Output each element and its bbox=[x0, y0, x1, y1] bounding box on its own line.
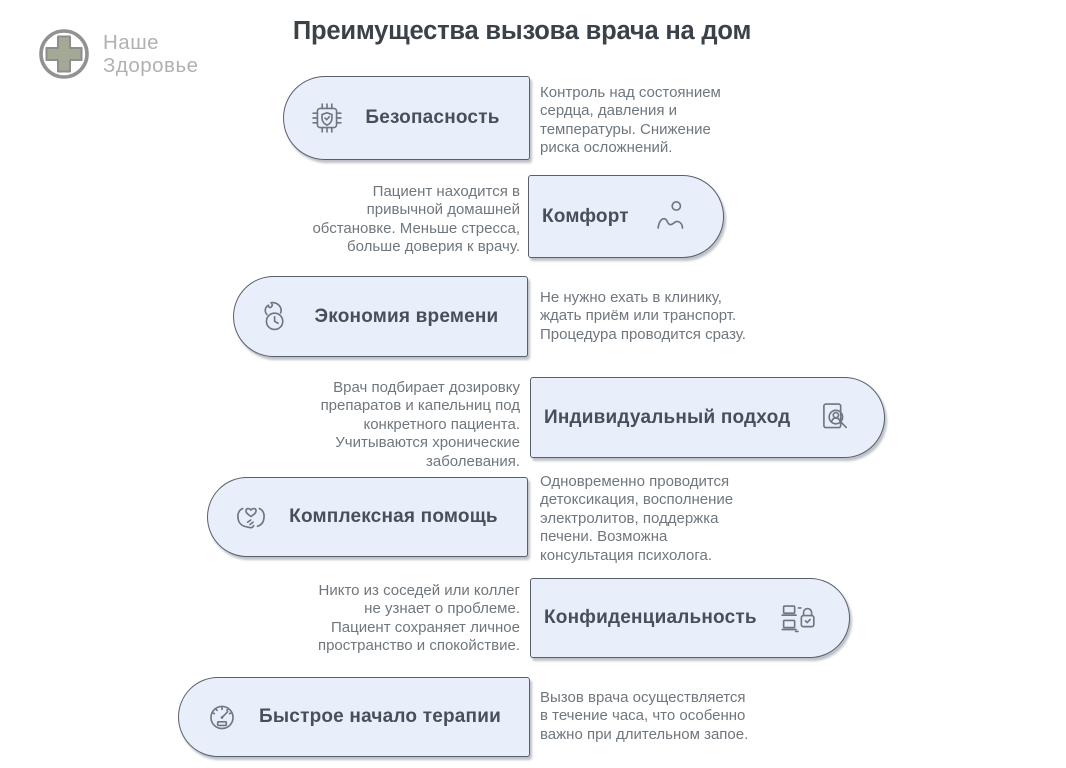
benefit-description: Врач подбирает дозировку препаратов и капельниц под конкретного пациента. Учитываются хронические заболевания. bbox=[320, 379, 520, 470]
benefit-title: Комплексная помощь bbox=[289, 506, 498, 527]
benefit-description: Не нужно ехать в клинику, ждать приём или транспорт. Процедура проводится сразу. bbox=[540, 289, 746, 343]
benefit-card bbox=[233, 276, 528, 357]
page-title: Преимущества вызова врача на дом bbox=[292, 17, 752, 45]
chip-shield-icon bbox=[304, 95, 350, 141]
benefit-card bbox=[530, 377, 885, 458]
benefit-title: Конфиденциальность bbox=[544, 607, 757, 628]
devices-lock-icon bbox=[775, 595, 821, 641]
logo-line-1: Наше bbox=[103, 30, 160, 54]
benefit-title: Экономия времени bbox=[314, 305, 499, 327]
benefit-title: Комфорт bbox=[542, 205, 629, 227]
benefit-card bbox=[207, 477, 528, 557]
logo-line-2: Здоровье bbox=[103, 54, 199, 77]
benefit-description: Пациент находится в привычной домашней обстановке. Меньше стресса, больше доверия к врачу. bbox=[312, 183, 520, 256]
benefit-title: Быстрое начало терапии bbox=[259, 706, 501, 727]
benefit-title: Индивидуальный подход bbox=[544, 406, 791, 428]
benefit-description: Контроль над состоянием сердца, давления и температуры. Снижение риска осложнений. bbox=[540, 84, 721, 157]
benefit-description: Никто из соседей или коллег не узнает о проблеме. Пациент сохраняет личное пространство и спокойствие. bbox=[317, 582, 520, 655]
benefit-title: Безопасность bbox=[365, 107, 500, 128]
benefit-card bbox=[178, 677, 530, 757]
relaxing-person-icon bbox=[649, 194, 695, 240]
speedometer-icon bbox=[199, 694, 245, 740]
patient-profile-search-icon bbox=[810, 395, 856, 441]
benefit-card bbox=[528, 175, 724, 258]
benefit-description: Вызов врача осуществляется в течение часа, что особенно важно при длительном запое. bbox=[540, 689, 749, 743]
benefit-card bbox=[283, 76, 530, 160]
hands-heart-icon bbox=[228, 494, 274, 540]
clock-flame-icon bbox=[254, 294, 300, 340]
benefit-description: Одновременно проводится детоксикация, восполнение электролитов, поддержка печени. Возможна консультация психолога. bbox=[540, 473, 734, 564]
benefit-card bbox=[530, 578, 850, 658]
